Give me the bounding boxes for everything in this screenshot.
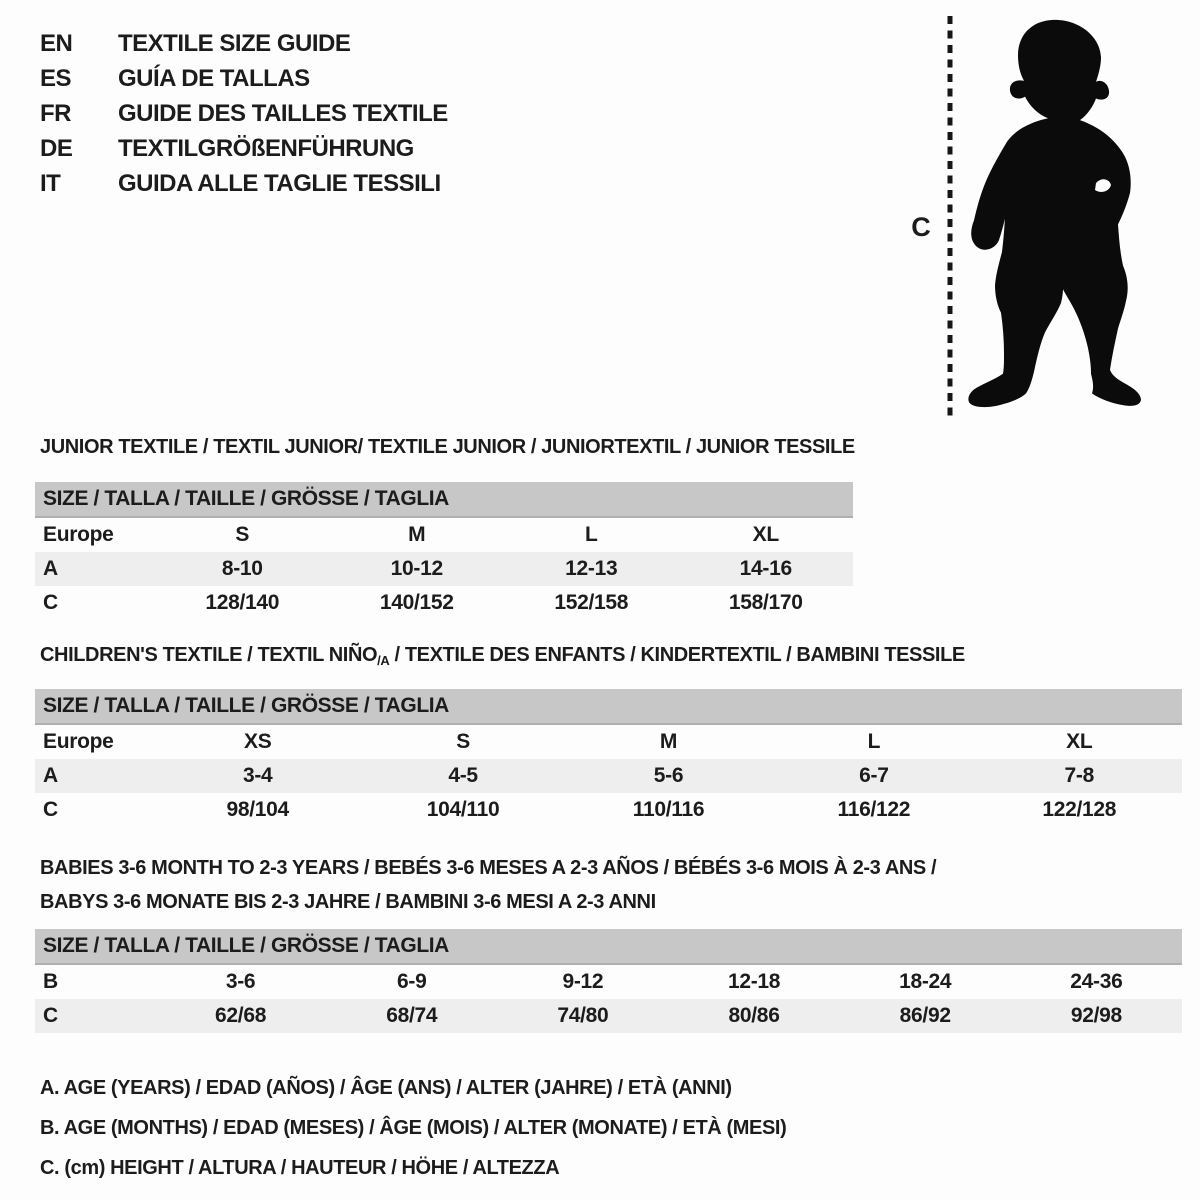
lang-label: TEXTILE SIZE GUIDE: [118, 29, 351, 57]
age-months-value: 9-12: [562, 970, 604, 993]
lang-code: ES: [40, 64, 72, 92]
toddler-silhouette-icon: [960, 16, 1150, 414]
age-years-value: 4-5: [360, 759, 565, 793]
lang-label: GUÍA DE TALLAS: [118, 64, 310, 92]
height-cm-value: 92/98: [1011, 999, 1182, 1033]
lang-code: IT: [40, 169, 61, 197]
lang-code: FR: [40, 99, 71, 127]
age-months-value: 6-9: [397, 970, 427, 993]
height-cm-value: 68/74: [326, 999, 497, 1033]
age-years-value: 14-16: [679, 552, 854, 586]
size-col-header: M: [408, 523, 426, 546]
height-cm-value: 110/116: [632, 798, 705, 821]
size-col-header: XS: [243, 730, 272, 753]
height-cm-value: 116/122: [837, 798, 911, 821]
children-size-table: [35, 689, 1182, 827]
lang-label: GUIDA ALLE TAGLIE TESSILI: [118, 169, 441, 197]
babies-section-title: [40, 851, 936, 919]
junior-age-row: [35, 552, 853, 586]
row-label: Europe: [43, 730, 114, 753]
size-col-header: M: [659, 730, 678, 753]
size-col-header: L: [867, 730, 881, 753]
height-cm-value: 104/110: [426, 798, 500, 821]
height-cm-value: 74/80: [497, 999, 668, 1033]
size-header-row: [35, 929, 1182, 964]
legend: [40, 1068, 786, 1188]
babies-size-table: [35, 929, 1182, 1033]
children-region-row: [35, 724, 1182, 759]
age-years-value: 12-13: [504, 552, 679, 586]
row-label: C: [35, 999, 155, 1033]
size-col-header: XL: [1066, 730, 1093, 753]
lang-row-en: [40, 26, 448, 61]
babies-title-line2: BABYS 3-6 MONATE BIS 2-3 JAHRE / BAMBINI 3-6 MESI A 2-3 ANNI: [40, 891, 656, 913]
legend-line-a: A. AGE (YEARS) / EDAD (AÑOS) / ÂGE (ANS) / ALTER (JAHRE) / ETÀ (ANNI): [40, 1077, 732, 1099]
language-title-list: [40, 26, 448, 201]
size-col-header: S: [235, 523, 250, 546]
babies-height-row: [35, 999, 1182, 1033]
lang-code: EN: [40, 29, 73, 57]
lang-row-de: [40, 131, 448, 166]
lang-row-fr: [40, 96, 448, 131]
row-label: B: [43, 970, 58, 993]
row-label: A: [35, 759, 155, 793]
height-cm-value: 152/158: [554, 591, 629, 614]
height-cm-value: 98/104: [226, 798, 289, 821]
size-header: SIZE / TALLA / TAILLE / GRÖSSE / TAGLIA: [35, 482, 853, 517]
age-years-value: 6-7: [771, 759, 976, 793]
size-header: SIZE / TALLA / TAILLE / GRÖSSE / TAGLIA: [35, 929, 1182, 964]
age-months-value: 12-18: [727, 970, 781, 993]
lang-row-es: [40, 61, 448, 96]
height-cm-value: 62/68: [155, 999, 326, 1033]
junior-height-row: [35, 586, 853, 620]
legend-line-b: B. AGE (MONTHS) / EDAD (MESES) / ÂGE (MOIS) / ALTER (MONATE) / ETÀ (MESI): [40, 1117, 787, 1139]
lang-code: DE: [40, 134, 73, 162]
height-cm-value: 122/128: [1042, 798, 1117, 821]
lang-row-it: [40, 166, 448, 201]
lang-label: TEXTILGRÖßENFÜHRUNG: [118, 134, 414, 162]
children-section-title: [40, 644, 965, 668]
size-header-row: [35, 689, 1182, 724]
height-cm-value: 86/92: [840, 999, 1011, 1033]
age-months-value: 24-36: [1070, 970, 1123, 993]
babies-title-line1: BABIES 3-6 MONTH TO 2-3 YEARS / BEBÉS 3-6 MESES A 2-3 AÑOS / BÉBÉS 3-6 MOIS À 2-3 ANS /: [40, 857, 937, 879]
junior-size-table: [35, 482, 853, 620]
row-label: Europe: [43, 523, 114, 546]
height-cm-value: 158/170: [728, 591, 803, 614]
babies-months-row: [35, 964, 1182, 999]
row-label: C: [43, 798, 58, 821]
children-title-suffix: / TEXTILE DES ENFANTS / KINDERTEXTIL / BAMBINI TESSILE: [389, 644, 965, 666]
size-header: SIZE / TALLA / TAILLE / GRÖSSE / TAGLIA: [35, 689, 1182, 724]
age-months-value: 3-6: [225, 970, 256, 993]
children-title-sub: /A: [377, 653, 390, 668]
children-age-row: [35, 759, 1182, 793]
size-col-header: S: [456, 730, 470, 753]
height-cm-value: 128/140: [205, 591, 280, 614]
children-height-row: [35, 793, 1182, 827]
age-years-value: 7-8: [977, 759, 1182, 793]
size-col-header: XL: [752, 523, 779, 546]
row-label: A: [35, 552, 155, 586]
size-header-row: [35, 482, 853, 517]
legend-line-c: C. (cm) HEIGHT / ALTURA / HAUTEUR / HÖHE / ALTEZZA: [40, 1157, 560, 1179]
lang-label: GUIDE DES TAILLES TEXTILE: [118, 99, 448, 127]
age-years-value: 10-12: [330, 552, 505, 586]
age-months-value: 18-24: [899, 970, 952, 993]
height-measure-dashed-line: [946, 14, 954, 418]
height-measure-label: C: [911, 212, 931, 242]
age-years-value: 5-6: [566, 759, 771, 793]
age-years-value: 8-10: [155, 552, 330, 586]
row-label: C: [43, 591, 58, 614]
age-years-value: 3-4: [155, 759, 360, 793]
height-cm-value: 140/152: [379, 591, 454, 614]
junior-section-title: JUNIOR TEXTILE / TEXTIL JUNIOR/ TEXTILE JUNIOR / JUNIORTEXTIL / JUNIOR TESSILE: [40, 436, 855, 458]
size-col-header: L: [584, 523, 598, 546]
height-cm-value: 80/86: [668, 999, 839, 1033]
junior-region-row: [35, 517, 853, 552]
children-title-prefix: CHILDREN'S TEXTILE / TEXTIL NIÑO: [40, 644, 378, 666]
